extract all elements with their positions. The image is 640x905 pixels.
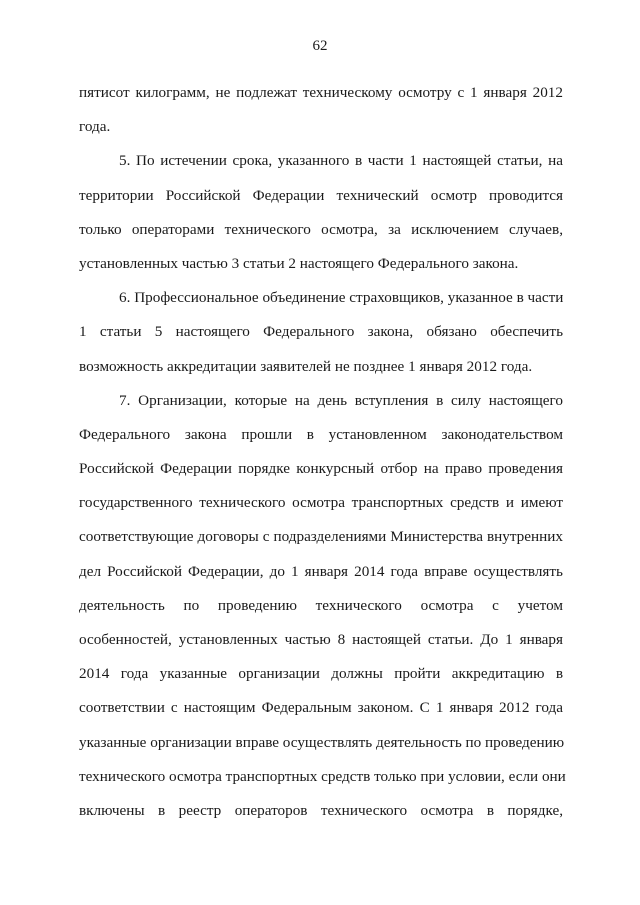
- text-line: установленных частью 3 статьи 2 настоящего Федерального закона.: [79, 254, 519, 272]
- text-line: технического осмотра транспортных средств только при условии, если они: [79, 767, 566, 785]
- text-line: Российской Федерации порядке конкурсный отбор на право проведения: [79, 460, 563, 478]
- text-line: указанные организации вправе осуществлять деятельность по проведению: [79, 733, 565, 751]
- page-number: 62: [312, 38, 328, 54]
- text-line: соответствии с настоящим Федеральным законом. С 1 января 2012 года: [79, 699, 563, 717]
- text-line: года.: [79, 118, 111, 136]
- text-line: 1 статьи 5 настоящего Федерального закона, обязано обеспечить: [79, 323, 563, 341]
- document-body: [79, 76, 566, 828]
- text-line: возможность аккредитации заявителей не позднее 1 января 2012 года.: [79, 357, 533, 375]
- text-line: 7. Организации, которые на день вступления в силу настоящего: [119, 391, 563, 409]
- text-line: включены в реестр операторов технического осмотра в порядке,: [79, 801, 563, 819]
- text-line: дел Российской Федерации, до 1 января 2014 года вправе осуществлять: [79, 562, 563, 580]
- text-line: 2014 года указанные организации должны пройти аккредитацию в: [79, 665, 563, 683]
- text-line: государственного технического осмотра транспортных средств и имеют: [79, 494, 563, 512]
- text-line: соответствующие договоры с подразделениями Министерства внутренних: [79, 528, 563, 546]
- text-line: особенностей, установленных частью 8 настоящей статьи. До 1 января: [79, 631, 563, 648]
- text-line: 6. Профессиональное объединение страховщиков, указанное в части: [119, 289, 564, 307]
- text-line: территории Российской Федерации технический осмотр проводится: [79, 186, 563, 204]
- text-line: Федерального закона прошли в установленном законодательством: [79, 425, 563, 443]
- text-line: пятисот килограмм, не подлежат техническому осмотру с 1 января 2012: [79, 84, 563, 101]
- text-line: деятельность по проведению технического осмотра с учетом: [79, 596, 563, 614]
- text-line: 5. По истечении срока, указанного в части 1 настоящей статьи, на: [119, 152, 563, 170]
- text-line: только операторами технического осмотра, за исключением случаев,: [79, 220, 563, 238]
